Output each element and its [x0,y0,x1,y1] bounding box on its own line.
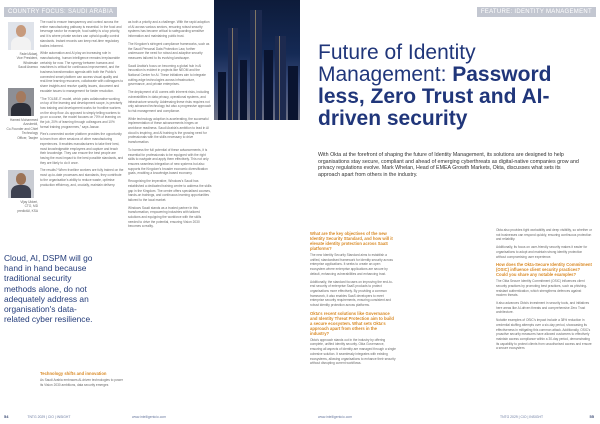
question-heading-2: Okta's recent solutions like Governance and Identity Threat Protection aim to build a secure ecosystem. What sets Okta's approach apart from others in the industry? [310,310,394,336]
right-page [300,0,600,424]
right-column-1: What are the key objectives of the new Identity Security Standard, and how will it elevate identity protection across SaaS platforms? The new Identity Security Standard aims to establish a unified, standardised framework for identity security across enterprise applications. It seeks to create an open ecosystem where enterprise applications are secure by default, enhancing vulnerabilities and enhancing trust. Additionally, the standard focuses on improving the end-to-end security of enterprise SaaS products to protect organisations more effectively. By providing a common framework, it also enables SaaS developers to meet enterprise security requirements, ensuring consistent and robust identity protection across platforms. Okta's recent solutions like Governance and Identity Threat Protection aim to build a secure ecosystem. What sets Okta's approach apart from others in the industry? Okta's approach stands out in the industry by offering complete, unified identity security. Okta Governance, ensuring all aspects of identity are managed through a single cohesive solution. It seamlessly integrates with existing ecosystems, allowing organisations to enhance their security without disrupting current workflows. [310,231,396,366]
left-column-2: as both a priority and a challenge. With the rapid adoption of AI across various sectors, ensuring robust security systems has become critical to safeguarding sensitive information and maintaining public trust. The Kingdom's stringent compliance frameworks, such as the Saudi Personal Data Protection Law, further underscore the need for robust and adaptive security measures tailored to its evolving landscape. Saudi Arabia's focus on becoming a global hub in AI innovation is evident in projects like NEOM and the National Center for AI. These initiatives aim to integrate cutting-edge technologies across infrastructure, governance, and private enterprises. The deployment of AI comes with inherent risks, including vulnerabilities in data privacy, operational systems, and infrastructure security. Addressing these risks requires not only advanced technology but also a progressive approach to risk management and compliance. While technology adoption is accelerating, the successful implementation of these advancements hinges on workforce readiness. Saudi Arabia's ambition to lead in AI cloud is inspiring, and AI training is the growing need for professionals with the skills necessary to drive transformation. To harness the full potential of these advancements, it is essential for professionals to be equipped with the right skills to navigate and apply them effectively. This not only ensures seamless integration of new systems but also supports the Kingdom's broader economic diversification goals, enabling a knowledge-based economy. Recognising the imperative, Windows's Saudi has established a dedicated training centre to address the skills gap in the Kingdom. The centre offers specialised courses, hands-on trainings, and continuous learning opportunities tailored to the local market. Windows Saudi stands as a trusted partner in this transformation, empowering industries with tailored solutions and equipping the workforce with the skills needed to drive the potential, ensuring Vision 2030 becomes a reality. [128,20,212,229]
caption-hamed: Hamed Mohammed Azzubeidi, Co-Founder and Chief Technology Officer, Tawjee [6,118,38,140]
caption-vijay: Vijay Ukkeri, CTO, MD predictAI, KSA [17,200,38,213]
site-url[interactable]: www.intelligentcio.com [132,415,167,419]
article-title: Future of Identity Management: Password less, Zero Trust and AI-driven security [318,41,552,130]
question-heading-1: What are the key objectives of the new Identity Security Standard, and how will it elevate identity protection across SaaS platforms? [310,231,393,251]
left-column-1: The road to ensure transparency and control across the entire manufacturing pathway is essential. In the food and beverage sector for example, food safety is a top priority, and it is where private sectors can uphold quality control standards. Instant records can keep real-time regulatory bodies informed. While automation and AI play an increasing role in manufacturing, human intelligence remains irreplaceable certainly for now. The synergy between humans and machines is critical for continuous improvement, and the business transformation agenda with both the Public's connected smart platform can access visual quality and real-time learning resources, collaborate with colleagues to share insights and resolve quality issues, document and escalate issues to management for faster resolution. "The TOLBE-IT model, which pairs collaborative working on top of the learning and development scope, is precisely how training and development works for frontline workers on the shop floor. As opposed to simply telling workers to go on a course, the model focuses on 70% of learning on the job, 20% of learning through colleagues and 10% formal training programmes," says Jassar. Plex's connected worker platform provides the opportunity to learn from other sessions of other manufacturing experiences. It enables manufacturers to take their best, most knowledgeable employees and capture and teach their knowledge. They can ensure the best people are having the most impact to the best possible standards, and they are likely to do it once. The results? When frontline workers are fully trained on the most up-to-date processes and standards, they contribute to the organisation's ability to reduce waste, optimise production efficiency, and, crucially, maintain delivery. [40,20,124,187]
section-heading: Technology shifts and innovation [40,371,107,376]
caption-fadel: Fadel Aldaej, Vice President, Wholesale Saudi Aramco [16,52,38,70]
portrait-hamed [8,88,34,116]
section-tag: FEATURE: IDENTITY MANAGEMENT [477,7,596,17]
issue-label: TNTG 2029 | CIO | INSIGHT [500,415,544,419]
right-footer [304,414,596,420]
right-column-2: Okta also provides tight workability and deep visibility, so whether or not businesses can respond quickly, ensuring continuous protection and reliability. Additionally, its focus on user-friendly security makes it easier for organisations to adopt and maintain strong identity protection without compromising user experience. How does the Okta-Secure Identity Commitment (OSIC) influence client security practices? Could you share any notable examples? The Okta Secure Identity Commitment (OSIC) influences client security practices by promoting best practices, such as phishing-resistant authentication, which strengthens defences against modern threats. It also advances Okta's investment in security tools, and initiatives here areas like AI-driven threats and comprehensive Zero Trust architecture. Notable examples of OSIC's impact include a 38% reduction in credential stuffing attempts over a six-day period, showcasing its effectiveness in mitigating this common attack. Additionally, OSIC's proactive security measures have allowed customers to effectively maintain access compliance within a 30-day period, demonstrating its capability to protect clients from unauthorised access and ensure a secure ecosystem. [496,228,592,351]
left-column-1-bottom: Technology shifts and innovation As Saudi Arabia embraces AI-driven technologies to power its Vision 2030 ambitions, data security emerges [40,371,123,387]
page-number: 55 [589,414,594,419]
question-heading-3: How does the Okta-Secure Identity Commitment (OSIC) influence client security practices? Could you share any notable examples? [496,262,592,278]
portrait-vijay [8,170,34,198]
pull-quote: Cloud, AI, DSPM will go hand in hand because traditional security methods alone, do not adequately address an organisation's data-related cyber resilience. [4,253,93,325]
site-url[interactable]: www.intelligentcio.com [318,415,353,419]
section-tag: COUNTRY FOCUS: SAUDI ARABIA [4,7,117,17]
portrait-fadel [8,22,34,50]
city-skyline-image [214,0,300,120]
article-intro: With Okta at the forefront of shaping the future of Identity Management, its solutions are designed to help organisations stay secure, compliant and ahead of emerging cyberthreats as digital-native companies grow and privacy regulations evolve. Mark Whelan, Head of EMEA Growth Markets, Okta, discusses what sets its approach apart from others in the industry. [318,152,579,179]
page-number: 54 [4,414,9,419]
issue-label: TNTG 2029 | CIO | INSIGHT [27,415,71,419]
left-footer [4,414,296,420]
